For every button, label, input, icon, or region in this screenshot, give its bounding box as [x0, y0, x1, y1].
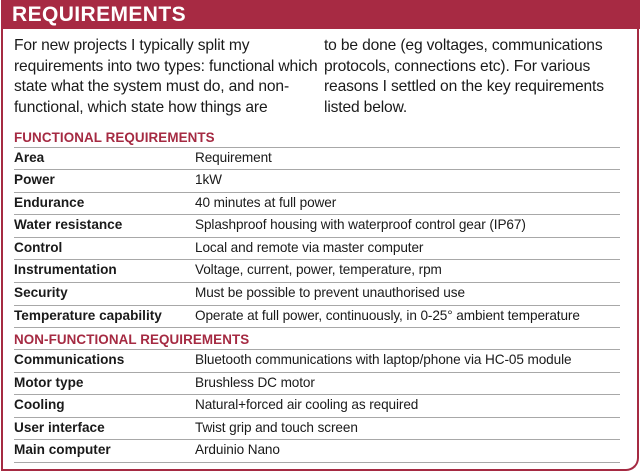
intro-text: [14, 36, 624, 118]
requirement-cell: Local and remote via master computer: [195, 239, 424, 255]
area-cell: Temperature capability: [14, 307, 162, 323]
requirement-cell: 40 minutes at full power: [195, 194, 337, 210]
divider: [14, 462, 620, 463]
panel-title: REQUIREMENTS: [12, 3, 186, 26]
functional-heading: FUNCTIONAL REQUIREMENTS: [14, 130, 215, 145]
table-row: [14, 439, 620, 461]
table-header-row: [14, 147, 620, 169]
area-cell: Cooling: [14, 397, 65, 413]
divider: [14, 327, 620, 328]
requirement-cell: Twist grip and touch screen: [195, 419, 358, 435]
table-row: [14, 237, 620, 259]
intro-column-1: For new projects I typically split my requirements into two types: functional which state what the system must do, and non-functional, which state how things are: [14, 37, 318, 116]
table-row: [14, 349, 620, 371]
area-cell: Instrumentation: [14, 262, 117, 278]
requirement-cell: Brushless DC motor: [195, 374, 315, 390]
area-column-header: Area: [14, 150, 45, 165]
table-row: [14, 282, 620, 304]
requirement-cell: Operate at full power, continuously, in 0-25° ambient temperature: [195, 307, 580, 323]
table-row: [14, 192, 620, 214]
requirements-panel: [1, 0, 639, 471]
requirement-cell: Splashproof housing with waterproof control gear (IP67): [195, 217, 526, 233]
table-row: [14, 394, 620, 416]
requirement-cell: Arduinio Nano: [195, 442, 280, 458]
panel-header: [1, 0, 640, 29]
table-row: [14, 417, 620, 439]
area-cell: Motor type: [14, 374, 84, 390]
area-cell: Security: [14, 285, 68, 300]
area-cell: Power: [14, 172, 55, 187]
area-cell: Communications: [14, 352, 125, 367]
requirement-column-header: Requirement: [195, 150, 272, 165]
table-row: [14, 372, 620, 394]
area-cell: Control: [14, 239, 63, 255]
nonfunctional-heading: NON-FUNCTIONAL REQUIREMENTS: [14, 332, 250, 347]
intro-column-2: to be done (eg voltages, communications protocols, connections etc). For various reasons I settled on the key requirements listed below.: [324, 37, 604, 116]
area-cell: Endurance: [14, 194, 85, 210]
area-cell: Main computer: [14, 442, 111, 458]
requirement-cell: Natural+forced air cooling as required: [195, 397, 419, 413]
requirement-cell: Voltage, current, power, temperature, rpm: [195, 262, 442, 278]
table-row: [14, 169, 620, 191]
table-row: [14, 259, 620, 281]
requirement-cell: Must be possible to prevent unauthorised use: [195, 285, 465, 300]
requirement-cell: 1kW: [195, 172, 222, 187]
table-row: [14, 305, 620, 327]
area-cell: User interface: [14, 419, 105, 435]
table-row: [14, 214, 620, 236]
area-cell: Water resistance: [14, 217, 123, 233]
requirement-cell: Bluetooth communications with laptop/phone via HC-05 module: [195, 352, 572, 367]
